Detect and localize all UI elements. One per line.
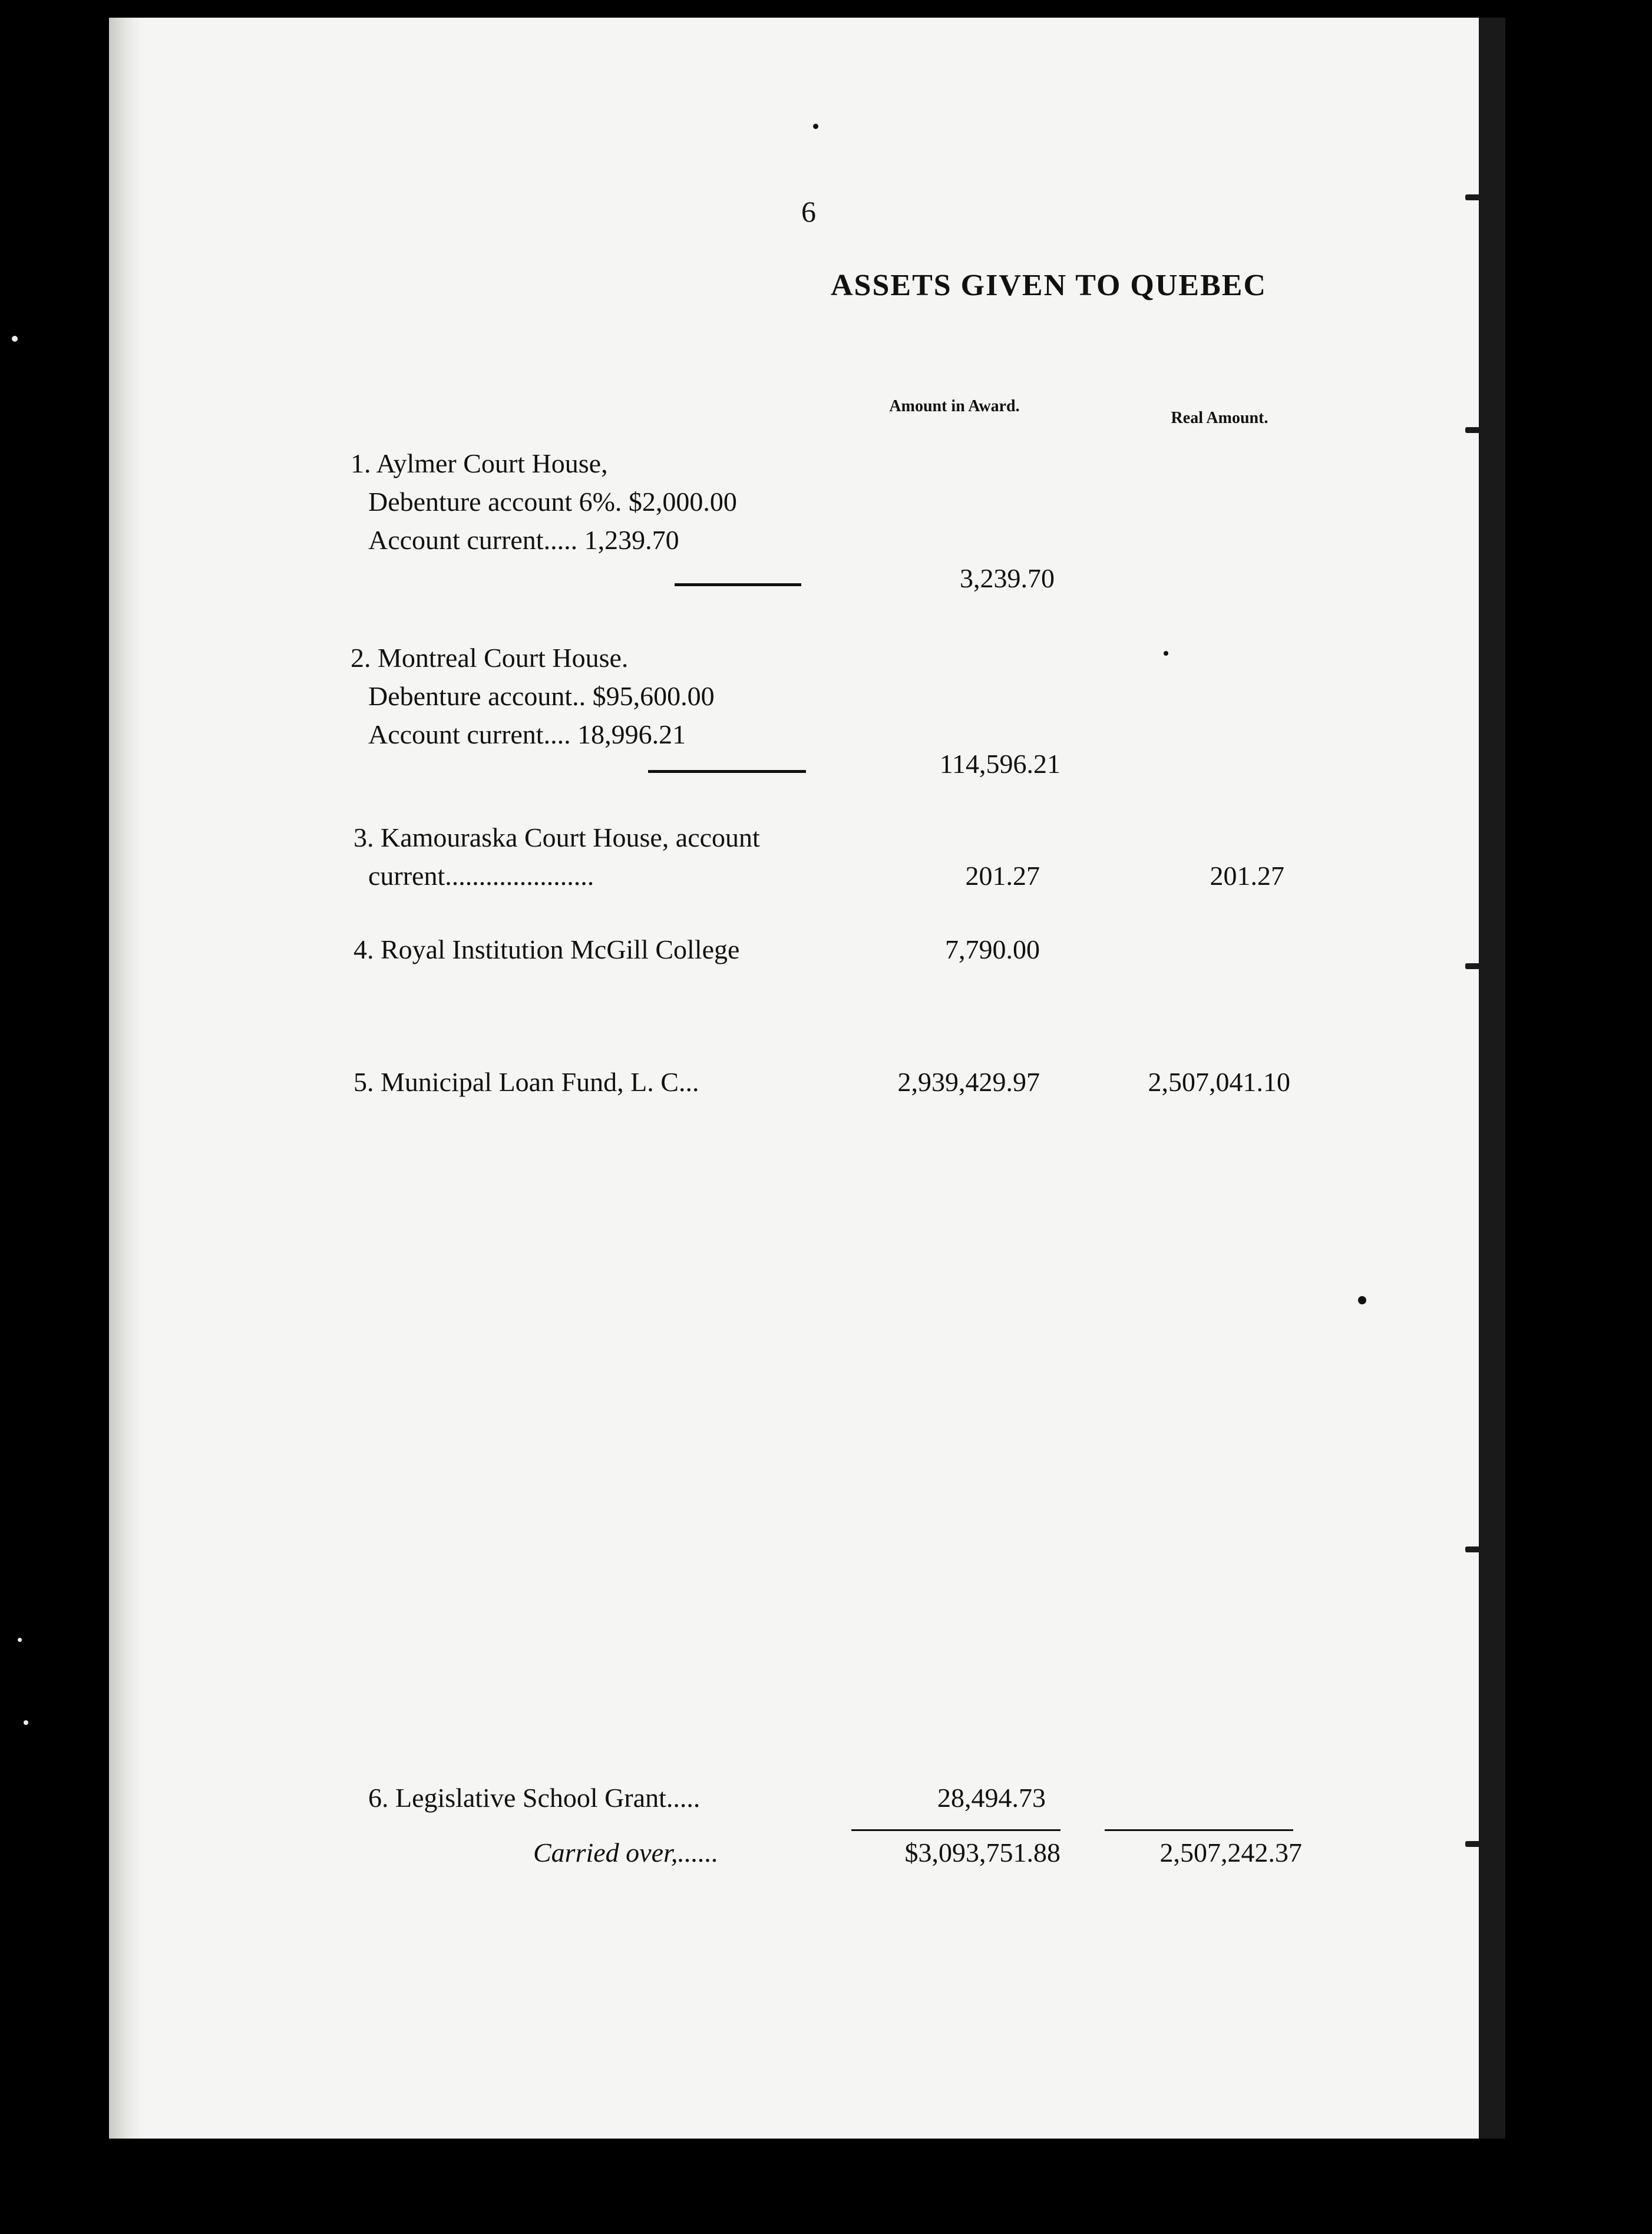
item-4-award: 7,790.00 [945,934,1040,964]
document-page [109,18,1505,2139]
item-3-award: 201.27 [965,861,1040,891]
column-header-real: Real Amount. [1171,409,1268,427]
item-1-award: 3,239.70 [960,563,1055,593]
column-header-award: Amount in Award. [889,397,1020,415]
edge-tab [1465,194,1483,200]
total-award: $3,093,751.88 [904,1838,1060,1868]
total-label: Carried over,...... [533,1838,719,1868]
item-2-line-1: 2. Montreal Court House. [351,643,629,673]
item-2-award: 114,596.21 [939,749,1060,779]
page-edge [1479,18,1505,2139]
item-5-real: 2,507,041.10 [1148,1067,1290,1097]
edge-tab [1465,427,1483,433]
ink-speck [813,124,818,129]
subtotal-rule [675,583,801,586]
edge-tab [1465,1546,1483,1552]
item-6-line-1: 6. Legislative School Grant..... [368,1783,701,1813]
total-rule-real [1105,1829,1293,1831]
item-1-line-2: Debenture account 6%. $2,000.00 [368,487,737,517]
item-3-line-1: 3. Kamouraska Court House, account [353,822,760,852]
item-4-line-1: 4. Royal Institution McGill College [353,934,740,964]
item-1-line-1: 1. Aylmer Court House, [351,448,608,478]
item-6-award: 28,494.73 [937,1783,1046,1813]
item-2-line-3: Account current.... 18,996.21 [368,719,686,749]
margin-speck [18,1638,22,1642]
total-real: 2,507,242.37 [1159,1838,1302,1868]
page-number: 6 [801,195,816,228]
item-3-real: 201.27 [1210,861,1284,891]
ink-speck [1164,651,1168,656]
item-3-line-2: current...................... [368,861,594,891]
ink-speck [1358,1296,1366,1304]
edge-tab [1465,1841,1483,1847]
margin-speck [24,1720,28,1725]
margin-speck [12,336,18,342]
item-1-line-3: Account current..... 1,239.70 [368,525,679,555]
total-rule-award [851,1829,1060,1831]
subtotal-rule [648,770,806,773]
item-5-award: 2,939,429.97 [897,1067,1040,1097]
page-title: ASSETS GIVEN TO QUEBEC [831,269,1267,302]
binding-shadow [109,18,141,2139]
edge-tab [1465,963,1483,969]
item-5-line-1: 5. Municipal Loan Fund, L. C... [353,1067,699,1097]
item-2-line-2: Debenture account.. $95,600.00 [368,681,715,711]
